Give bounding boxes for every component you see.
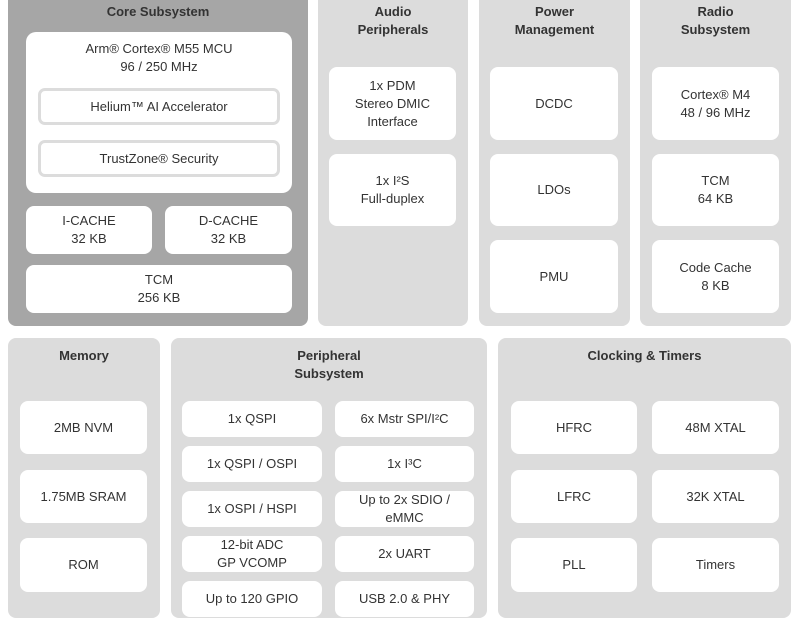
memory-panel: [8, 338, 160, 618]
core-subsystem-title: Core Subsystem: [106, 4, 210, 19]
pll-block: PLL: [511, 538, 637, 592]
radio-subsystem-panel: [640, 0, 791, 326]
hfrc-block: HFRC: [511, 401, 637, 454]
radio-tcm-block: TCM 64 KB: [652, 154, 779, 226]
audio-peripherals-title: Audio Peripherals: [357, 4, 429, 37]
rom-block: ROM: [20, 538, 147, 592]
qspi-block: 1x QSPI: [182, 401, 322, 437]
clocking-timers-panel: [498, 338, 791, 618]
qspi-ospi-block: 1x QSPI / OSPI: [182, 446, 322, 482]
trustzone-block: TrustZone® Security: [38, 140, 280, 177]
usb-phy-block: USB 2.0 & PHY: [335, 581, 474, 617]
ldos-block: LDOs: [490, 154, 618, 226]
cortex-m4-block: Cortex® M4 48 / 96 MHz: [652, 67, 779, 140]
mcu-block: [26, 32, 292, 193]
dcache-block: D-CACHE 32 KB: [165, 206, 292, 254]
core-subsystem-panel: [8, 0, 308, 326]
timers-block: Timers: [652, 538, 779, 592]
helium-accelerator-block: Helium™ AI Accelerator: [38, 88, 280, 125]
peripheral-subsystem-panel: [171, 338, 487, 618]
power-management-panel: [479, 0, 630, 326]
i3c-block: 1x I³C: [335, 446, 474, 482]
pmu-block: PMU: [490, 240, 618, 313]
code-cache-block: Code Cache 8 KB: [652, 240, 779, 313]
lfrc-block: LFRC: [511, 470, 637, 523]
i2s-block: 1x I²S Full-duplex: [329, 154, 456, 226]
ospi-hspi-block: 1x OSPI / HSPI: [182, 491, 322, 527]
radio-subsystem-title: Radio Subsystem: [680, 4, 751, 37]
nvm-block: 2MB NVM: [20, 401, 147, 454]
tcm-block: TCM 256 KB: [26, 265, 292, 313]
sram-block: 1.75MB SRAM: [20, 470, 147, 523]
uart-block: 2x UART: [335, 536, 474, 572]
audio-peripherals-panel: [318, 0, 468, 326]
xtal-48m-block: 48M XTAL: [652, 401, 779, 454]
adc-vcomp-block: 12-bit ADC GP VCOMP: [182, 536, 322, 572]
sdio-emmc-block: Up to 2x SDIO / eMMC: [335, 491, 474, 527]
memory-title: Memory: [59, 348, 109, 363]
peripheral-subsystem-title: Peripheral Subsystem: [294, 348, 364, 381]
power-management-title: Power Management: [514, 4, 595, 37]
icache-block: I-CACHE 32 KB: [26, 206, 152, 254]
gpio-block: Up to 120 GPIO: [182, 581, 322, 617]
pdm-block: 1x PDM Stereo DMIC Interface: [329, 67, 456, 140]
spi-i2c-block: 6x Mstr SPI/I²C: [335, 401, 474, 437]
dcdc-block: DCDC: [490, 67, 618, 140]
mcu-label: Arm® Cortex® M55 MCU 96 / 250 MHz: [85, 41, 233, 74]
clocking-timers-title: Clocking & Timers: [587, 348, 702, 363]
xtal-32k-block: 32K XTAL: [652, 470, 779, 523]
